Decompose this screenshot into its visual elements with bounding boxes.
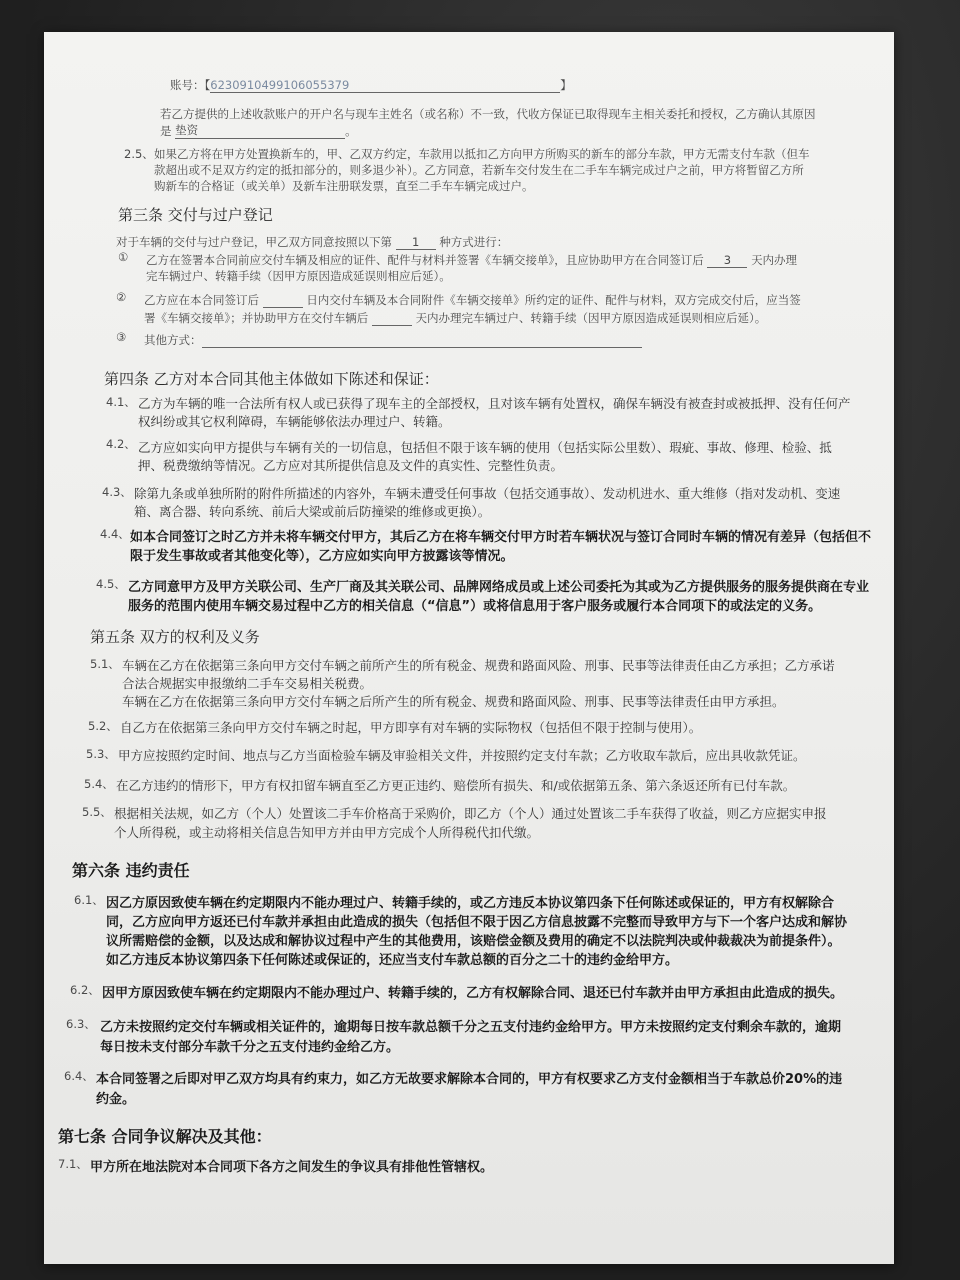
clause-5-1-line-1: 车辆在乙方在依据第三条向甲方交付车辆之前所产生的所有税金、规费和路面风险、刑事、民事等法律责任由乙方承担；乙方承诺 [122,658,835,673]
option-2-text: 乙方应在本合同签订后 [144,293,259,307]
option-2-text-cont: 日内交付车辆及本合同附件《车辆交接单》所约定的证件、配件与材料，双方完成交付后，应当签 [306,293,801,307]
option-1-line-1 [146,252,797,268]
name-note-suffix: 。 [345,124,357,138]
clause-5-1-line-3: 车辆在乙方在依据第三条向甲方交付车辆之后所产生的所有税金、规费和路面风险、刑事、民事等法律责任由甲方承担。 [122,694,785,709]
clause-7-1-line-1: 甲方所在地法院对本合同项下各方之间发生的争议具有排他性管辖权。 [90,1160,494,1175]
reason-value: 垫资 [175,122,345,139]
option-2-days-blank [263,307,303,308]
clause-4-5-line-1: 乙方同意甲方及甲方关联公司、生产厂商及其关联公司、品牌网络成员或上述公司委托为其或为乙方提供服务的服务提供商在专业 [128,580,870,595]
clause-number: 6.2、 [70,983,100,997]
clause-number: 4.4、 [100,527,130,541]
name-note-line-1: 若乙方提供的上述收款账户的开户名与现车主姓名（或名称）不一致，代收方保证已取得现车主相关委托和授权，乙方确认其原因 [160,107,816,121]
clause-6-3-line-2: 每日按未支付部分车款千分之五支付违约金给乙方。 [100,1040,400,1055]
option-2-line-2 [144,310,766,326]
clause-number: 5.4、 [84,777,114,791]
clause-number: 4.2、 [106,437,136,451]
account-line [170,77,572,93]
clause-4-5-line-2: 服务的范围内使用车辆交易过程中乙方的相关信息（“信息”）或将信息用于客户服务或履行本合同项下的或法定的义务。 [128,599,822,614]
clause-5-5-line-1: 根据相关法规，如乙方（个人）处置该二手车价格高于采购价，即乙方（个人）通过处置该二手车获得了收益，则乙方应据实申报 [114,806,827,821]
name-note-line-2 [160,122,357,139]
article-3-heading: 第三条 交付与过户登记 [118,206,273,224]
clause-6-4-line-1: 本合同签署之后即对甲乙双方均具有约束力，如乙方无故要求解除本合同的，甲方有权要求乙方支付金额相当于车款总价20%的违 [96,1072,843,1087]
option-2-text-2: 署《车辆交接单》；并协助甲方在交付车辆后 [144,311,369,325]
option-3-marker: ③ [116,330,127,344]
article-3-intro [116,234,508,250]
name-note-prefix: 是 [160,124,172,138]
option-2-line-1 [144,292,801,308]
clause-6-1-line-2: 同，乙方应向甲方返还已付车款并承担由此造成的损失（包括但不限于因乙方信息披露不完整而导致甲方与下一个客户达成和解协 [106,915,848,930]
option-1-days: 3 [707,253,747,268]
option-3-label: 其他方式： [144,333,202,347]
account-number: 6230910499106055379 [210,78,560,93]
account-label: 账号：【 [170,78,211,92]
option-1-line-2: 完车辆过户、转籍手续（因甲方原因造成延误则相应后延）。 [146,269,451,283]
article-3-intro-text: 对于车辆的交付与过户登记，甲乙双方同意按照以下第 [116,235,392,249]
contract-page [44,32,894,1264]
clause-4-1-line-1: 乙方为车辆的唯一合法所有权人或已获得了现车主的全部授权，且对该车辆有处置权，确保车辆没有被查封或被抵押、没有任何产 [138,396,851,411]
clause-5-1-line-2: 合法合规据实申报缴纳二手车交易相关税费。 [122,676,373,691]
clause-2-5-line-3: 购新车的合格证（或关单）及新车注册联发票，直至二手车车辆完成过户。 [154,179,534,193]
clause-2-5-line-2: 款超出或不足双方约定的抵扣部分的，则多退少补）。乙方同意，若新车交付发生在二手车车辆完成过户之前，甲方将暂留乙方所 [154,163,804,177]
option-3-line [144,332,642,348]
option-2-marker: ② [116,290,127,304]
article-6-heading: 第六条 违约责任 [72,861,190,880]
option-3-blank [202,347,642,348]
clause-number: 7.1、 [58,1157,88,1171]
clause-6-3-line-1: 乙方未按照约定交付车辆或相关证件的，逾期每日按车款总额千分之五支付违约金给甲方。甲方未按照约定支付剩余车款的，逾期 [100,1020,842,1035]
clause-2-5-line-1: 如果乙方将在甲方处置换新车的，甲、乙双方约定，车款用以抵扣乙方向甲方所购买的新车的部分车款，甲方无需支付车款（但车 [154,147,810,161]
clause-6-2-line-1: 因甲方原因致使车辆在约定期限内不能办理过户、转籍手续的，乙方有权解除合同、退还已付车款并由甲方承担由此造成的损失。 [102,986,844,1001]
clause-number: 4.3、 [102,485,132,499]
article-7-heading: 第七条 合同争议解决及其他： [58,1127,272,1146]
clause-5-2-line-1: 自乙方在依据第三条向甲方交付车辆之时起，甲方即享有对车辆的实际物权（包括但不限于控制与使用）。 [120,720,702,735]
clause-6-4-line-2: 约金。 [96,1092,136,1107]
clause-6-1-line-1: 因乙方原因致使车辆在约定期限内不能办理过户、转籍手续的，或乙方违反本协议第四条下任何陈述或保证的，甲方有权解除合 [106,896,835,911]
account-bracket: 】 [560,78,572,92]
clause-4-3-line-2: 箱、离合器、转向系统、前后大梁或前后防撞梁的维修或更换）。 [134,504,491,519]
article-4-heading: 第四条 乙方对本合同其他主体做如下陈述和保证： [104,370,439,388]
clause-5-5-line-2: 个人所得税，或主动将相关信息告知甲方并由甲方完成个人所得税代扣代缴。 [114,825,540,840]
clause-4-1-line-2: 权纠纷或其它权利障碍，车辆能够依法办理过户、转籍。 [138,414,451,429]
clause-number: 4.5、 [96,577,126,591]
clause-6-1-line-4: 如乙方违反本协议第四条下任何陈述或保证的，还应当支付车款总额的百分之二十的违约金给甲方。 [106,953,679,968]
article-5-heading: 第五条 双方的权利及义务 [90,628,260,646]
clause-4-2-line-1: 乙方应如实向甲方提供与车辆有关的一切信息，包括但不限于该车辆的使用（包括实际公里数）、瑕疵、事故、修理、检验、抵 [138,440,832,455]
clause-4-2-line-2: 押、税费缴纳等情况。乙方应对其所提供信息及文件的真实性、完整性负责。 [138,458,564,473]
clause-5-4-line-1: 在乙方违约的情形下，甲方有权扣留车辆直至乙方更正违约、赔偿所有损失、和/或依据第五条、第六条返还所有已付车款。 [116,778,796,793]
clause-number: 5.2、 [88,719,118,733]
option-2-text-2-end: 天内办理完车辆过户、转籍手续（因甲方原因造成延误则相应后延）。 [415,311,767,325]
clause-5-3-line-1: 甲方应按照约定时间、地点与乙方当面检验车辆及审验相关文件，并按照约定支付车款；乙方收取车款后，应出具收款凭证。 [118,748,806,763]
clause-number: 5.1、 [90,657,120,671]
clause-number: 6.4、 [64,1069,94,1083]
clause-4-4-line-2: 限于发生事故或者其他变化等），乙方应如实向甲方披露该等情况。 [130,549,514,564]
option-2-days-blank-2 [372,325,412,326]
option-1-marker: ① [118,250,129,264]
clause-number: 6.1、 [74,893,104,907]
clause-number: 2.5、 [124,147,154,161]
article-3-intro-end: 种方式进行： [439,235,509,249]
option-1-text-end: 天内办理 [751,253,798,267]
clause-number: 5.3、 [86,747,116,761]
clause-6-1-line-3: 议所需赔偿的金额，以及达成和解协议过程中产生的其他费用，该赔偿金额及费用的确定不以法院判决或仲裁裁决为前提条件）。 [106,934,841,949]
clause-4-4-line-1: 如本合同签订之时乙方并未将车辆交付甲方，其后乙方在将车辆交付甲方时若车辆状况与签订合同时车辆的情况有差异（包括但不 [130,530,872,545]
method-choice: 1 [396,235,436,250]
option-1-text: 乙方在签署本合同前应交付车辆及相应的证件、配件与材料并签署《车辆交接单》，且应协助甲方在合同签订后 [146,253,704,267]
clause-number: 4.1、 [106,395,136,409]
clause-4-3-line-1: 除第九条或单独所附的附件所描述的内容外，车辆未遭受任何事故（包括交通事故）、发动机进水、重大维修（指对发动机、变速 [134,486,841,501]
clause-number: 5.5、 [82,805,112,819]
clause-number: 6.3、 [66,1017,96,1031]
